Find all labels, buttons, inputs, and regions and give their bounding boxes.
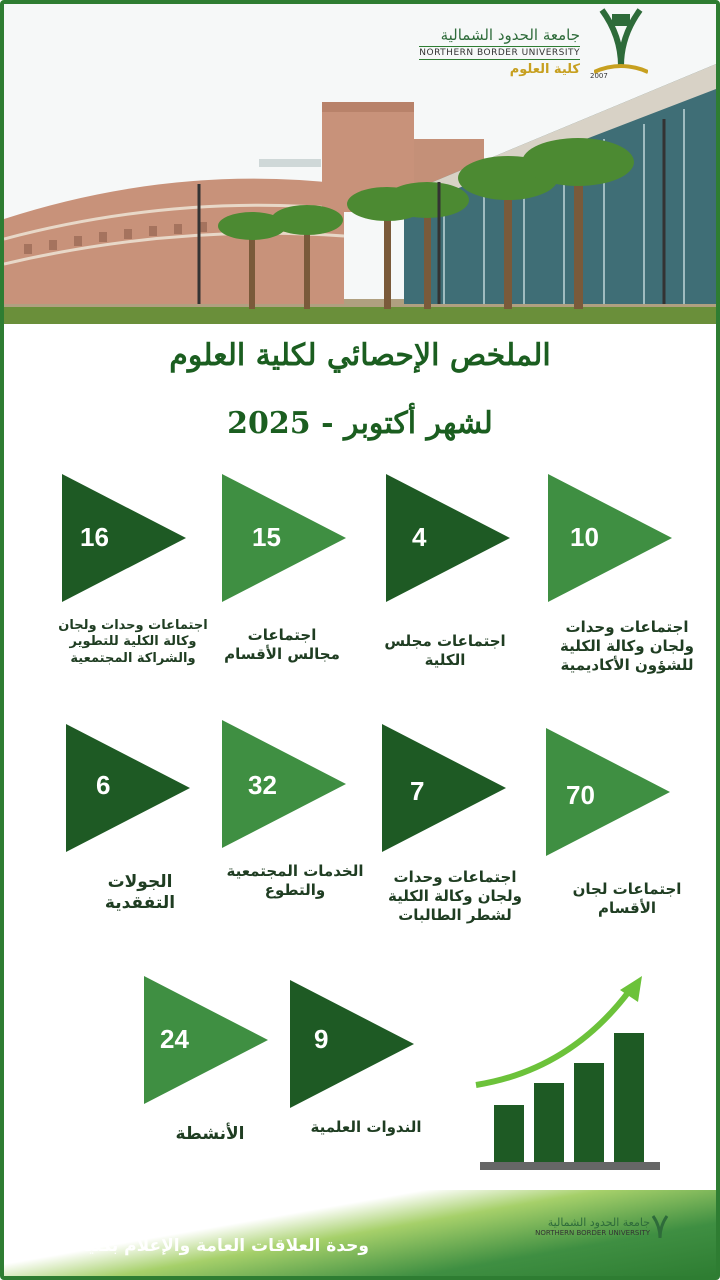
stat-triangle-6 (222, 720, 346, 848)
stat-value-8: 70 (566, 780, 595, 810)
page-subtitle: لشهر أكتوبر - 2025 (227, 406, 493, 441)
stat-value-3: 4 (412, 522, 427, 552)
stat-triangle-10 (290, 980, 414, 1108)
stat-label-7: اجتماعات وحدات ولجان وكالة الكلية لشطر الطالبات (388, 868, 522, 924)
footer-logo-english: NORTHERN BORDER UNIVERSITY (535, 1229, 650, 1237)
growth-chart-icon (470, 970, 670, 1175)
stat-triangle-8 (546, 728, 670, 856)
stat-triangle-4 (548, 474, 672, 602)
university-logo-text (419, 26, 580, 77)
stat-label-8: اجتماعات لجان الأقسام (572, 880, 682, 917)
stat-triangle-3 (386, 474, 510, 602)
stat-triangle-2 (222, 474, 346, 602)
stat-label-4: اجتماعات وحدات ولجان وكالة الكلية للشؤون الأكاديمية (560, 618, 694, 674)
stat-value-4: 10 (570, 522, 599, 552)
stat-label-3: اجتماعات مجلس الكلية (384, 632, 506, 669)
page-title: الملخص الإحصائي لكلية العلوم (169, 338, 551, 373)
footer-text: وحدة العلاقات العامة والإعلام بكلية العلوم (20, 1236, 369, 1256)
stat-label-5: الجولات التفقدية (104, 872, 176, 914)
stat-label-10: الندوات العلمية (310, 1118, 422, 1136)
stat-value-5: 6 (96, 770, 111, 800)
stat-triangle-7 (382, 724, 506, 852)
stat-label-6: الخدمات المجتمعية والتطوع (226, 862, 364, 899)
footer-logo-arabic: جامعة الحدود الشمالية (547, 1216, 650, 1229)
footer-logo (535, 1216, 650, 1237)
stat-value-7: 7 (410, 776, 425, 806)
stat-triangle-5 (66, 724, 190, 852)
stat-label-2: اجتماعات مجالس الأقسام (224, 626, 340, 663)
stat-value-2: 15 (252, 522, 281, 552)
stat-value-9: 24 (160, 1024, 189, 1054)
logo-year: 2007 (590, 72, 608, 80)
stat-value-1: 16 (80, 522, 109, 552)
stat-label-1: اجتماعات وحدات ولجان وكالة الكلية للتطوير والشراكة المجتمعية (58, 618, 208, 666)
stat-label-9: الأنشطة (175, 1124, 245, 1144)
university-english-name: NORTHERN BORDER UNIVERSITY (419, 48, 580, 58)
university-arabic-name: جامعة الحدود الشمالية (440, 26, 580, 44)
university-logo-icon (594, 6, 648, 80)
footer-logo-icon (650, 1214, 670, 1242)
stat-value-10: 9 (314, 1024, 329, 1054)
college-name: كلية العلوم (509, 62, 580, 77)
stat-value-6: 32 (248, 770, 277, 800)
